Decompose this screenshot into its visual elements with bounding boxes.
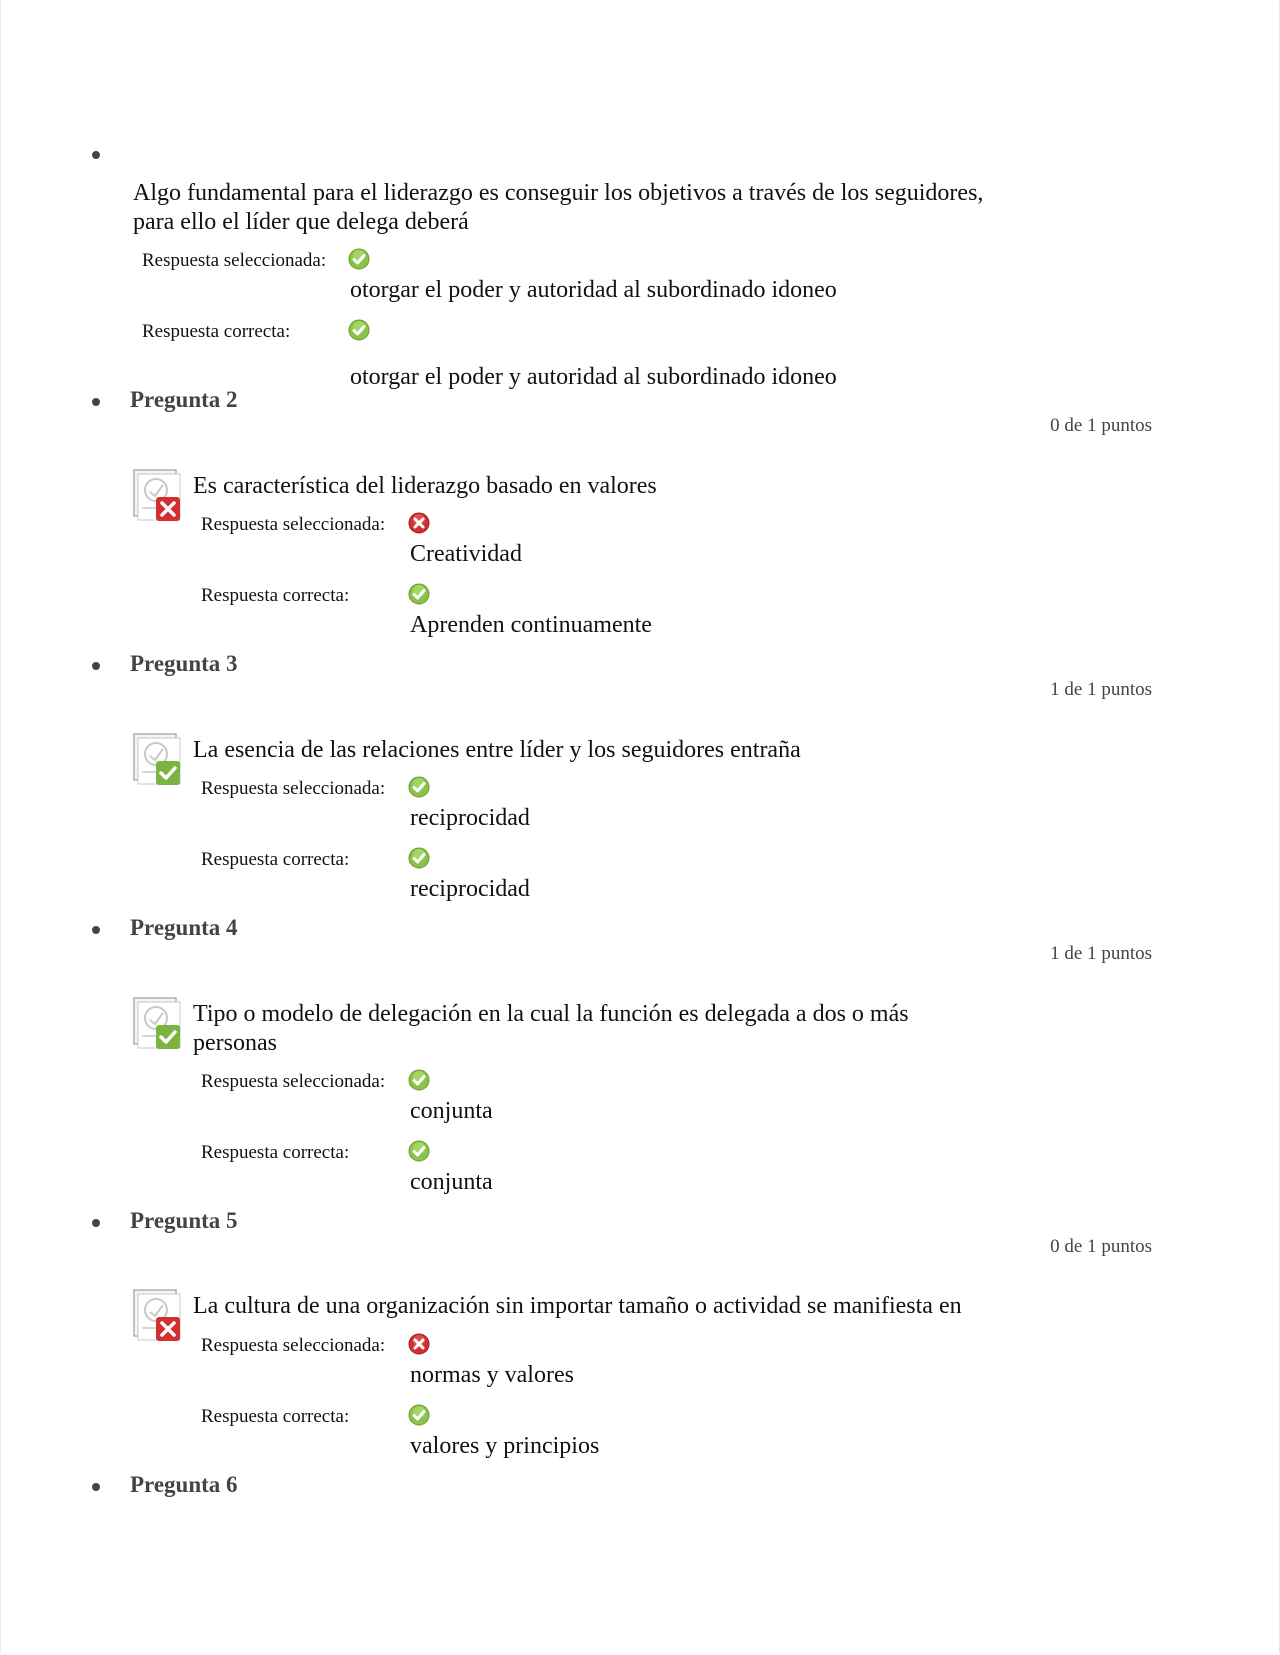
question-1-correct-label: Respuesta correcta: — [142, 321, 291, 342]
question-4-selected-answer: conjunta — [410, 1098, 493, 1124]
question-4-title: Pregunta 4 — [130, 915, 238, 940]
question-2-correct-label: Respuesta correcta: — [201, 585, 350, 606]
check-icon — [408, 776, 430, 798]
check-icon — [348, 248, 370, 270]
question-5-correct-label: Respuesta correcta: — [201, 1406, 350, 1427]
correct-doc-icon — [130, 994, 188, 1052]
question-3-correct-answer: reciprocidad — [410, 876, 530, 902]
question-5-selected-answer: normas y valores — [410, 1362, 574, 1388]
question-1-selected-answer: otorgar el poder y autoridad al subordinado idoneo — [350, 277, 837, 303]
question-1-correct-answer: otorgar el poder y autoridad al subordinado idoneo — [350, 364, 837, 390]
incorrect-doc-icon — [130, 1286, 188, 1344]
question-2-text: Es característica del liderazgo basado en valores — [193, 473, 657, 499]
question-3-correct-label: Respuesta correcta: — [201, 849, 350, 870]
question-5-title: Pregunta 5 — [130, 1208, 238, 1233]
check-icon — [408, 847, 430, 869]
question-4-correct-answer: conjunta — [410, 1169, 493, 1195]
question-3-points: 1 de 1 puntos — [1050, 679, 1152, 700]
question-2-title: Pregunta 2 — [130, 387, 238, 412]
question-2-selected-label: Respuesta seleccionada: — [201, 514, 386, 535]
incorrect-doc-icon — [130, 466, 188, 524]
list-bullet — [92, 662, 100, 670]
question-2-selected-answer: Creatividad — [410, 541, 522, 567]
cross-icon — [408, 512, 430, 534]
question-5-points: 0 de 1 puntos — [1050, 1236, 1152, 1257]
question-4-text-line-2: personas — [193, 1030, 277, 1056]
question-3-text: La esencia de las relaciones entre líder y los seguidores entraña — [193, 737, 801, 763]
question-5-text: La cultura de una organización sin importar tamaño o actividad se manifiesta en — [193, 1293, 962, 1319]
check-icon — [408, 583, 430, 605]
list-bullet — [92, 926, 100, 934]
question-1-text-line-2: para ello el líder que delega deberá — [133, 209, 469, 235]
list-bullet — [92, 1483, 100, 1491]
question-3-selected-answer: reciprocidad — [410, 805, 530, 831]
check-icon — [408, 1069, 430, 1091]
question-2-points: 0 de 1 puntos — [1050, 415, 1152, 436]
list-bullet — [92, 398, 100, 406]
question-1-text-line-1: Algo fundamental para el liderazgo es conseguir los objetivos a través de los seguidores, — [133, 180, 984, 206]
question-4-correct-label: Respuesta correcta: — [201, 1142, 350, 1163]
check-icon — [408, 1404, 430, 1426]
question-2-correct-answer: Aprenden continuamente — [410, 612, 652, 638]
question-4-selected-label: Respuesta seleccionada: — [201, 1071, 386, 1092]
question-4-text-line-1: Tipo o modelo de delegación en la cual la función es delegada a dos o más — [193, 1001, 909, 1027]
question-5-selected-label: Respuesta seleccionada: — [201, 1335, 386, 1356]
question-3-title: Pregunta 3 — [130, 651, 238, 676]
question-1-selected-label: Respuesta seleccionada: — [142, 250, 327, 271]
check-icon — [408, 1140, 430, 1162]
list-bullet — [92, 1219, 100, 1227]
cross-icon — [408, 1333, 430, 1355]
check-icon — [348, 319, 370, 341]
question-3-selected-label: Respuesta seleccionada: — [201, 778, 386, 799]
question-6-title: Pregunta 6 — [130, 1472, 238, 1497]
correct-doc-icon — [130, 730, 188, 788]
question-4-points: 1 de 1 puntos — [1050, 943, 1152, 964]
list-bullet — [92, 151, 100, 159]
question-5-correct-answer: valores y principios — [410, 1433, 600, 1459]
